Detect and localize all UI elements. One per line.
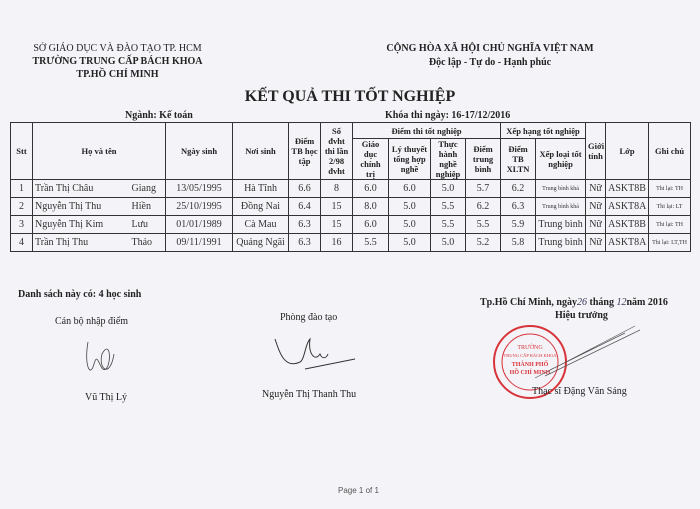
- cell-practice: 5.0: [431, 180, 466, 198]
- cell-stt: 1: [11, 180, 33, 198]
- col-theory: Lý thuyết tổng hợp nghề: [389, 139, 431, 180]
- col-pob: Nơi sinh: [233, 123, 289, 180]
- col-politics: Giáo dục chính trị: [353, 139, 389, 180]
- cell-pob: Đồng Nai: [233, 198, 289, 216]
- signer-name-2: Nguyễn Thị Thanh Thu: [262, 389, 357, 400]
- cell-first: Thảo: [130, 234, 166, 252]
- col-stt: Stt: [11, 123, 33, 180]
- cell-politics: 8.0: [353, 198, 389, 216]
- table-row: [11, 234, 691, 252]
- school-name: TRƯỜNG TRUNG CẤP BÁCH KHOA: [32, 56, 203, 67]
- col-gender: Giới tính: [586, 123, 606, 180]
- cell-class: ASKT8A: [606, 198, 649, 216]
- cell-stt: 2: [11, 198, 33, 216]
- cell-note: Thi lại: LT,TH: [649, 234, 691, 252]
- signer-role-2: Phòng đào tạo: [280, 312, 338, 323]
- cell-theory: 5.0: [389, 234, 431, 252]
- cell-practice: 5.0: [431, 234, 466, 252]
- cell-theory: 5.0: [389, 216, 431, 234]
- stamp-line-3: THÀNH PHỐ: [511, 362, 549, 368]
- cell-gender: Nữ: [586, 198, 606, 216]
- results-table: [10, 122, 691, 252]
- cell-stt: 4: [11, 234, 33, 252]
- signature-1: [80, 334, 120, 384]
- cell-last: Nguyễn Thị Thu: [33, 198, 130, 216]
- signer-name-1: Vũ Thị Lý: [85, 392, 128, 403]
- cell-dob: 13/05/1995: [166, 180, 233, 198]
- cell-grade: Trung bình khá: [536, 180, 586, 198]
- col-class: Lớp: [606, 123, 649, 180]
- cell-xltn: 6.2: [501, 180, 536, 198]
- cell-dob: 01/01/1989: [166, 216, 233, 234]
- cell-gpa: 6.3: [289, 216, 321, 234]
- cell-avg: 5.2: [466, 234, 501, 252]
- cell-class: ASKT8A: [606, 234, 649, 252]
- col-practice: Thực hành nghề nghiệp: [431, 139, 466, 180]
- department-name: SỞ GIÁO DỤC VÀ ĐÀO TẠO TP. HCM: [33, 43, 202, 54]
- cell-dob: 25/10/1995: [166, 198, 233, 216]
- cell-pob: Quảng Ngãi: [233, 234, 289, 252]
- cell-gpa: 6.3: [289, 234, 321, 252]
- table-row: [11, 216, 691, 234]
- cell-grade: Trung bình khá: [536, 198, 586, 216]
- cell-stt: 3: [11, 216, 33, 234]
- col-rank-group: Xếp hạng tốt nghiệp: [501, 123, 586, 139]
- cell-class: ASKT8B: [606, 216, 649, 234]
- cell-gpa: 6.4: [289, 198, 321, 216]
- signer-role-1: Cán bộ nhập điểm: [55, 316, 129, 327]
- document-title: KẾT QUẢ THI TỐT NGHIỆP: [244, 88, 456, 105]
- cell-last: Nguyễn Thị Kim: [33, 216, 130, 234]
- cell-practice: 5.5: [431, 216, 466, 234]
- cell-grade: Trung bình: [536, 234, 586, 252]
- stamp-line-1: TRƯỜNG: [517, 345, 543, 351]
- signer-role-3: Hiệu trưởng: [555, 310, 608, 321]
- place-date: [480, 297, 668, 308]
- cell-gender: Nữ: [586, 234, 606, 252]
- cell-first: Hiền: [130, 198, 166, 216]
- cell-gender: Nữ: [586, 180, 606, 198]
- signature-3: [525, 318, 645, 383]
- motto: Độc lập - Tự do - Hạnh phúc: [428, 57, 552, 68]
- cell-first: Lưu: [130, 216, 166, 234]
- col-note: Ghi chú: [649, 123, 691, 180]
- stamp-line-2: TRUNG CẤP BÁCH KHOA: [503, 353, 557, 358]
- cell-theory: 6.0: [389, 180, 431, 198]
- cell-last: Trần Thị Thu: [33, 234, 130, 252]
- col-grade: Xếp loại tốt nghiệp: [536, 139, 586, 180]
- cell-politics: 5.5: [353, 234, 389, 252]
- year: năm 2016: [626, 297, 668, 308]
- stamp-line-4: HỒ CHÍ MINH: [509, 370, 551, 376]
- cell-gpa: 6.6: [289, 180, 321, 198]
- student-count: Danh sách này có: 4 học sinh: [18, 289, 142, 300]
- cell-note: Thi lại: LT: [649, 198, 691, 216]
- day-handwritten: 26: [576, 297, 587, 308]
- cell-xltn: 5.9: [501, 216, 536, 234]
- col-credits: Số đvht thi lần 2/98 đvht: [321, 123, 353, 180]
- month-handwritten: 12: [616, 297, 627, 308]
- cell-grade: Trung bình: [536, 216, 586, 234]
- cell-credits: 15: [321, 198, 353, 216]
- page-footer: Page 1 of 1: [338, 486, 379, 495]
- cell-class: ASKT8B: [606, 180, 649, 198]
- cell-pob: Hà Tĩnh: [233, 180, 289, 198]
- school-city: TP.HỒ CHÍ MINH: [76, 69, 159, 80]
- signer-name-3: Thạc sĩ Đặng Văn Sáng: [532, 386, 627, 397]
- cell-avg: 5.5: [466, 216, 501, 234]
- col-exam-group: Điểm thi tốt nghiệp: [353, 123, 501, 139]
- cell-gender: Nữ: [586, 216, 606, 234]
- agency-header: [25, 42, 210, 81]
- cell-first: Giang: [130, 180, 166, 198]
- cell-politics: 6.0: [353, 180, 389, 198]
- cell-credits: 15: [321, 216, 353, 234]
- col-avg: Điểm trung bình: [466, 139, 501, 180]
- cell-politics: 6.0: [353, 216, 389, 234]
- national-header: [375, 42, 605, 70]
- major: Ngành: Kế toán: [125, 110, 193, 121]
- signature-2: [270, 334, 360, 374]
- cell-last: Trần Thị Châu: [33, 180, 130, 198]
- col-gpa: Điểm TB học tập: [289, 123, 321, 180]
- cell-theory: 5.0: [389, 198, 431, 216]
- cell-avg: 6.2: [466, 198, 501, 216]
- cell-note: Thi lại: TH: [649, 216, 691, 234]
- exam-date: Khóa thi ngày: 16-17/12/2016: [385, 110, 511, 121]
- cell-avg: 5.7: [466, 180, 501, 198]
- cell-xltn: 6.3: [501, 198, 536, 216]
- cell-note: Thi lại: TH: [649, 180, 691, 198]
- cell-practice: 5.5: [431, 198, 466, 216]
- cell-pob: Cà Mau: [233, 216, 289, 234]
- month-label: tháng: [589, 297, 614, 308]
- cell-credits: 8: [321, 180, 353, 198]
- cell-xltn: 5.8: [501, 234, 536, 252]
- col-dob: Ngày sinh: [166, 123, 233, 180]
- col-xltn: Điểm TB XLTN: [501, 139, 536, 180]
- table-row: [11, 198, 691, 216]
- cell-dob: 09/11/1991: [166, 234, 233, 252]
- table-row: [11, 180, 691, 198]
- place-date-prefix: Tp.Hồ Chí Minh, ngày: [480, 297, 577, 308]
- cell-credits: 16: [321, 234, 353, 252]
- country-name: CỘNG HÒA XÃ HỘI CHỦ NGHĨA VIỆT NAM: [386, 43, 594, 54]
- col-name: Họ và tên: [33, 123, 166, 180]
